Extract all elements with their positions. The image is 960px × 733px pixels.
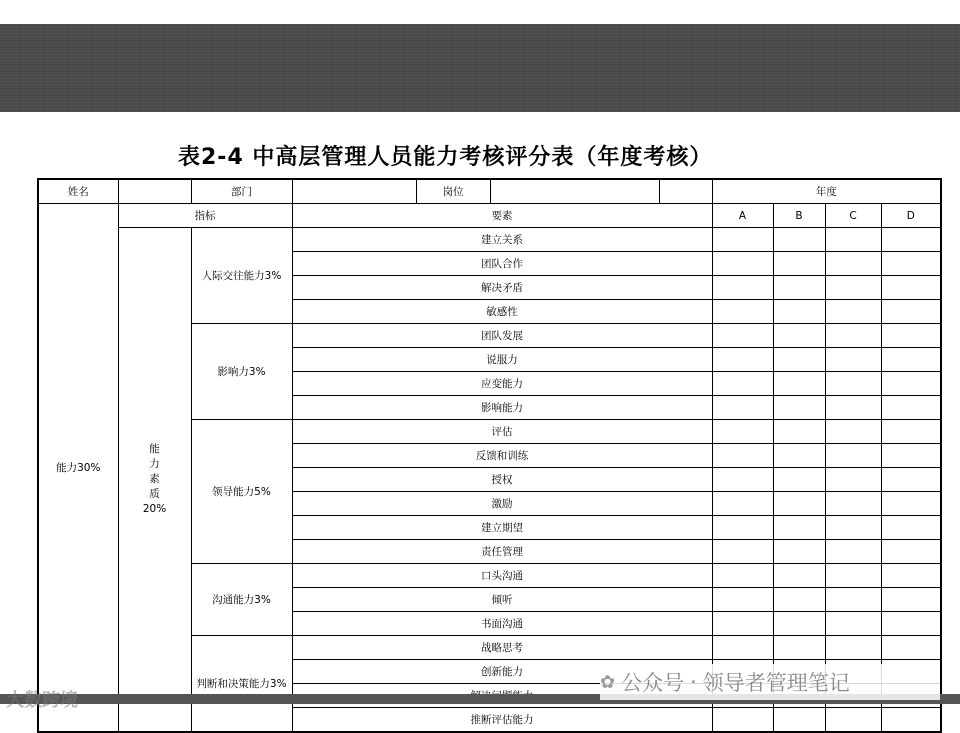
- category-cell: 能力30%: [38, 204, 118, 733]
- position-value-cell[interactable]: [490, 179, 659, 204]
- grade-c-cell[interactable]: [825, 516, 881, 540]
- grade-a-cell[interactable]: [712, 324, 773, 348]
- grade-c-header: C: [825, 204, 881, 228]
- grade-d-header: D: [881, 204, 941, 228]
- grade-c-cell[interactable]: [825, 276, 881, 300]
- subcategory-cell: [118, 228, 191, 733]
- grade-d-cell[interactable]: [881, 324, 941, 348]
- group-name-cell: 影响力3%: [191, 324, 292, 420]
- grade-b-cell[interactable]: [773, 588, 825, 612]
- grade-a-header: A: [712, 204, 773, 228]
- grade-d-cell[interactable]: [881, 276, 941, 300]
- element-cell: 推断评估能力: [292, 708, 712, 733]
- grade-a-cell[interactable]: [712, 588, 773, 612]
- grade-d-cell[interactable]: [881, 516, 941, 540]
- grade-b-cell[interactable]: [773, 228, 825, 252]
- grade-c-cell[interactable]: [825, 348, 881, 372]
- grade-c-cell[interactable]: [825, 588, 881, 612]
- element-cell: 建立期望: [292, 516, 712, 540]
- grade-b-cell[interactable]: [773, 492, 825, 516]
- element-cell: 影响能力: [292, 396, 712, 420]
- element-cell: 说服力: [292, 348, 712, 372]
- grade-c-cell[interactable]: [825, 540, 881, 564]
- evaluation-table: [37, 178, 942, 733]
- element-cell: 解决矛盾: [292, 276, 712, 300]
- grade-a-cell[interactable]: [712, 420, 773, 444]
- position-label: 岗位: [416, 179, 490, 204]
- element-cell: 建立关系: [292, 228, 712, 252]
- grade-b-cell[interactable]: [773, 252, 825, 276]
- grade-c-cell[interactable]: [825, 372, 881, 396]
- grade-a-cell[interactable]: [712, 468, 773, 492]
- grade-a-cell[interactable]: [712, 372, 773, 396]
- grade-b-cell[interactable]: [773, 444, 825, 468]
- grade-c-cell[interactable]: [825, 444, 881, 468]
- grade-d-cell[interactable]: [881, 468, 941, 492]
- group-name-cell: 领导能力5%: [191, 420, 292, 564]
- element-cell: 书面沟通: [292, 612, 712, 636]
- grade-a-cell[interactable]: [712, 444, 773, 468]
- group-name-cell: 人际交往能力3%: [191, 228, 292, 324]
- grade-d-cell[interactable]: [881, 636, 941, 660]
- grade-c-cell[interactable]: [825, 300, 881, 324]
- element-cell: 敏感性: [292, 300, 712, 324]
- element-cell: 评估: [292, 420, 712, 444]
- dept-label: 部门: [191, 179, 292, 204]
- grade-d-cell[interactable]: [881, 588, 941, 612]
- grade-c-cell[interactable]: [825, 396, 881, 420]
- element-cell: 责任管理: [292, 540, 712, 564]
- watermark-right-text1: 公众号: [621, 671, 685, 695]
- grade-a-cell[interactable]: [712, 348, 773, 372]
- grade-c-cell[interactable]: [825, 612, 881, 636]
- wechat-icon: ✿: [600, 671, 616, 693]
- grade-d-cell[interactable]: [881, 228, 941, 252]
- grade-b-cell[interactable]: [773, 372, 825, 396]
- year-label: 年度: [712, 179, 941, 204]
- grade-d-cell[interactable]: [881, 372, 941, 396]
- subcategory-label: 能 力 素 质 20%: [142, 443, 167, 515]
- grade-c-cell[interactable]: [825, 252, 881, 276]
- grade-a-cell[interactable]: [712, 228, 773, 252]
- element-cell: 团队合作: [292, 252, 712, 276]
- grade-b-header: B: [773, 204, 825, 228]
- grade-b-cell[interactable]: [773, 468, 825, 492]
- grade-a-cell[interactable]: [712, 276, 773, 300]
- grade-d-cell[interactable]: [881, 564, 941, 588]
- grade-d-cell[interactable]: [881, 540, 941, 564]
- grade-b-cell[interactable]: [773, 564, 825, 588]
- indicator-header: 指标: [118, 204, 292, 228]
- element-cell: 战略思考: [292, 636, 712, 660]
- grade-a-cell[interactable]: [712, 300, 773, 324]
- element-cell: 激励: [292, 492, 712, 516]
- grade-b-cell[interactable]: [773, 396, 825, 420]
- grade-a-cell[interactable]: [712, 540, 773, 564]
- element-cell: 创新能力: [292, 660, 712, 684]
- grade-a-cell[interactable]: [712, 612, 773, 636]
- grade-a-cell[interactable]: [712, 636, 773, 660]
- grade-b-cell[interactable]: [773, 636, 825, 660]
- grade-b-cell[interactable]: [773, 276, 825, 300]
- element-cell: 反馈和训练: [292, 444, 712, 468]
- grade-d-cell[interactable]: [881, 612, 941, 636]
- element-header: 要素: [292, 204, 712, 228]
- element-cell: 口头沟通: [292, 564, 712, 588]
- grade-b-cell[interactable]: [773, 612, 825, 636]
- grade-a-cell[interactable]: [712, 492, 773, 516]
- watermark-right-text2: 领导者管理笔记: [702, 671, 850, 695]
- grade-d-cell[interactable]: [881, 252, 941, 276]
- grade-c-cell[interactable]: [825, 228, 881, 252]
- element-cell: 授权: [292, 468, 712, 492]
- group-name-cell: 沟通能力3%: [191, 564, 292, 636]
- grade-c-cell[interactable]: [825, 324, 881, 348]
- grade-c-cell[interactable]: [825, 468, 881, 492]
- grade-a-cell[interactable]: [712, 564, 773, 588]
- grade-c-cell[interactable]: [825, 564, 881, 588]
- group-name-cell: 判断和决策能力3%: [191, 636, 292, 733]
- grade-a-cell[interactable]: [712, 252, 773, 276]
- table-row: [38, 228, 941, 252]
- element-cell: 团队发展: [292, 324, 712, 348]
- grade-d-cell[interactable]: [881, 300, 941, 324]
- name-value-cell[interactable]: [118, 179, 191, 204]
- watermark-right-dot: ·: [690, 670, 697, 694]
- watermark-left: 大数跨境: [6, 690, 78, 711]
- grade-d-cell[interactable]: [881, 492, 941, 516]
- grade-a-cell[interactable]: [712, 396, 773, 420]
- element-cell: 应变能力: [292, 372, 712, 396]
- grade-d-cell[interactable]: [881, 444, 941, 468]
- name-label: 姓名: [38, 179, 118, 204]
- grade-d-cell[interactable]: [881, 420, 941, 444]
- grade-b-cell[interactable]: [773, 300, 825, 324]
- element-cell: 倾听: [292, 588, 712, 612]
- grade-b-cell[interactable]: [773, 348, 825, 372]
- header-band: [0, 24, 960, 112]
- grade-a-cell[interactable]: [712, 516, 773, 540]
- watermark-right: [600, 664, 940, 700]
- dept-value-cell[interactable]: [292, 179, 416, 204]
- grade-c-cell[interactable]: [825, 492, 881, 516]
- grade-b-cell[interactable]: [773, 324, 825, 348]
- grade-d-cell[interactable]: [881, 396, 941, 420]
- page-title: 表2-4 中高层管理人员能力考核评分表（年度考核）: [178, 145, 713, 170]
- position-extra-cell[interactable]: [659, 179, 712, 204]
- grade-d-cell[interactable]: [881, 348, 941, 372]
- grade-b-cell[interactable]: [773, 420, 825, 444]
- grade-c-cell[interactable]: [825, 420, 881, 444]
- grade-c-cell[interactable]: [825, 636, 881, 660]
- grade-b-cell[interactable]: [773, 540, 825, 564]
- grade-b-cell[interactable]: [773, 516, 825, 540]
